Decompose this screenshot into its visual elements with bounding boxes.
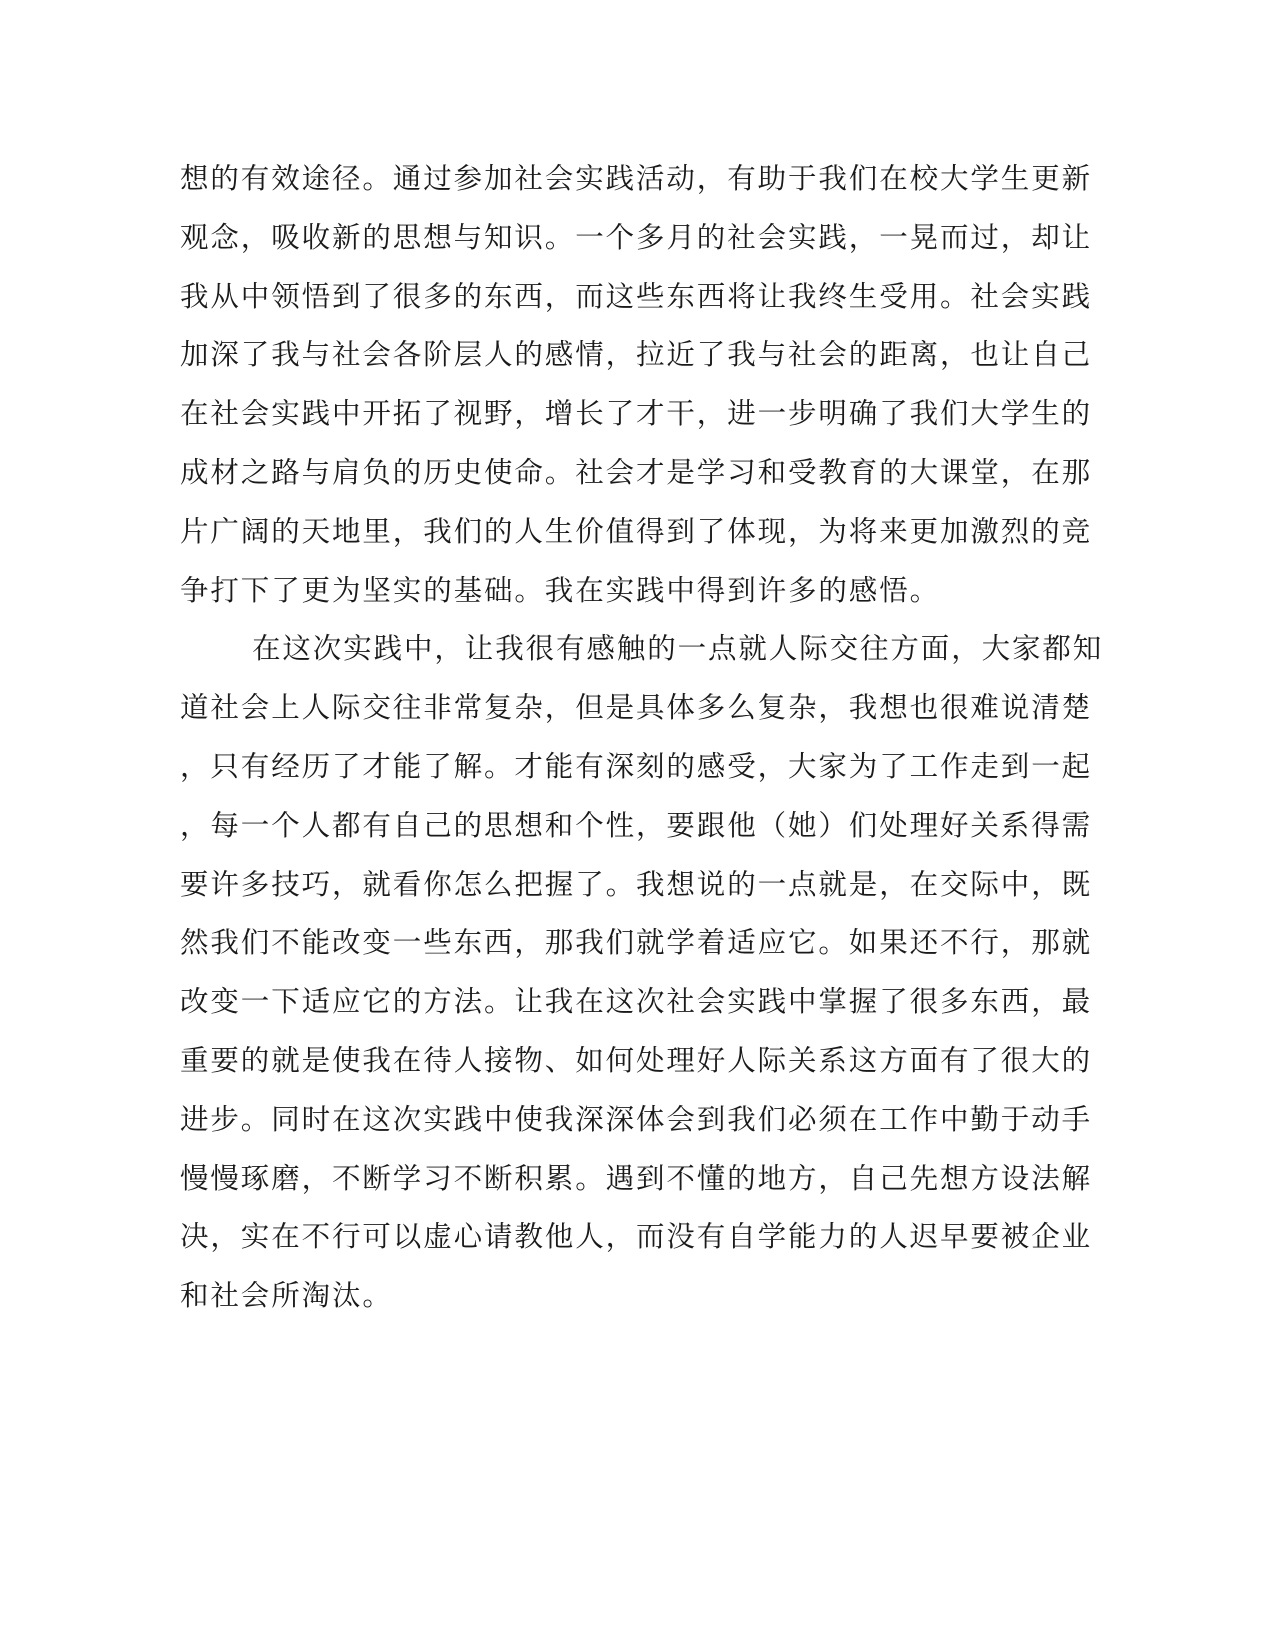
- text-line: 想的有效途径。通过参加社会实践活动，有助于我们在校大学生更新: [180, 162, 1093, 195]
- text-line: 要许多技巧，就看你怎么把握了。我想说的一点就是，在交际中，既: [180, 867, 1093, 901]
- text-line: 决，实在不行可以虚心请教他人，而没有自学能力的人迟早要被企业: [180, 1220, 1093, 1254]
- text-line: 我从中领悟到了很多的东西，而这些东西将让我终生受用。社会实践: [180, 279, 1093, 313]
- text-line-indented: 在这次实践中，让我很有感触的一点就人际交往方面，大家都知: [252, 632, 1104, 666]
- text-line: ，每一个人都有自己的思想和个性，要跟他（她）们处理好关系得需: [180, 808, 1093, 842]
- text-line: ，只有经历了才能了解。才能有深刻的感受，大家为了工作走到一起: [180, 749, 1093, 783]
- paragraph-1: [180, 150, 1093, 620]
- text-line: 加深了我与社会各阶层人的感情，拉近了我与社会的距离，也让自己: [180, 338, 1093, 372]
- text-line: 在社会实践中开拓了视野，增长了才干，进一步明确了我们大学生的: [180, 397, 1093, 431]
- text-line: 重要的就是使我在待人接物、如何处理好人际关系这方面有了很大的: [180, 1043, 1093, 1077]
- text-line: 然我们不能改变一些东西，那我们就学着适应它。如果还不行，那就: [180, 926, 1093, 960]
- text-line: 观念，吸收新的思想与知识。一个多月的社会实践，一晃而过，却让: [180, 220, 1093, 254]
- text-line: 慢慢琢磨，不断学习不断积累。遇到不懂的地方，自己先想方设法解: [180, 1161, 1093, 1195]
- text-line: 改变一下适应它的方法。让我在这次社会实践中掌握了很多东西，最: [180, 985, 1093, 1019]
- text-line: 争打下了更为坚实的基础。我在实践中得到许多的感悟。: [180, 573, 941, 607]
- paragraph-2: [180, 620, 1104, 1326]
- text-line: 成材之路与肩负的历史使命。社会才是学习和受教育的大课堂，在那: [180, 455, 1093, 489]
- text-line: 进步。同时在这次实践中使我深深体会到我们必须在工作中勤于动手: [180, 1102, 1093, 1136]
- text-line: 片广阔的天地里，我们的人生价值得到了体现，为将来更加激烈的竞: [180, 514, 1093, 548]
- document-body: [180, 150, 1104, 1326]
- text-line: 和社会所淘汰。: [180, 1279, 393, 1313]
- text-line: 道社会上人际交往非常复杂，但是具体多么复杂，我想也很难说清楚: [180, 691, 1093, 725]
